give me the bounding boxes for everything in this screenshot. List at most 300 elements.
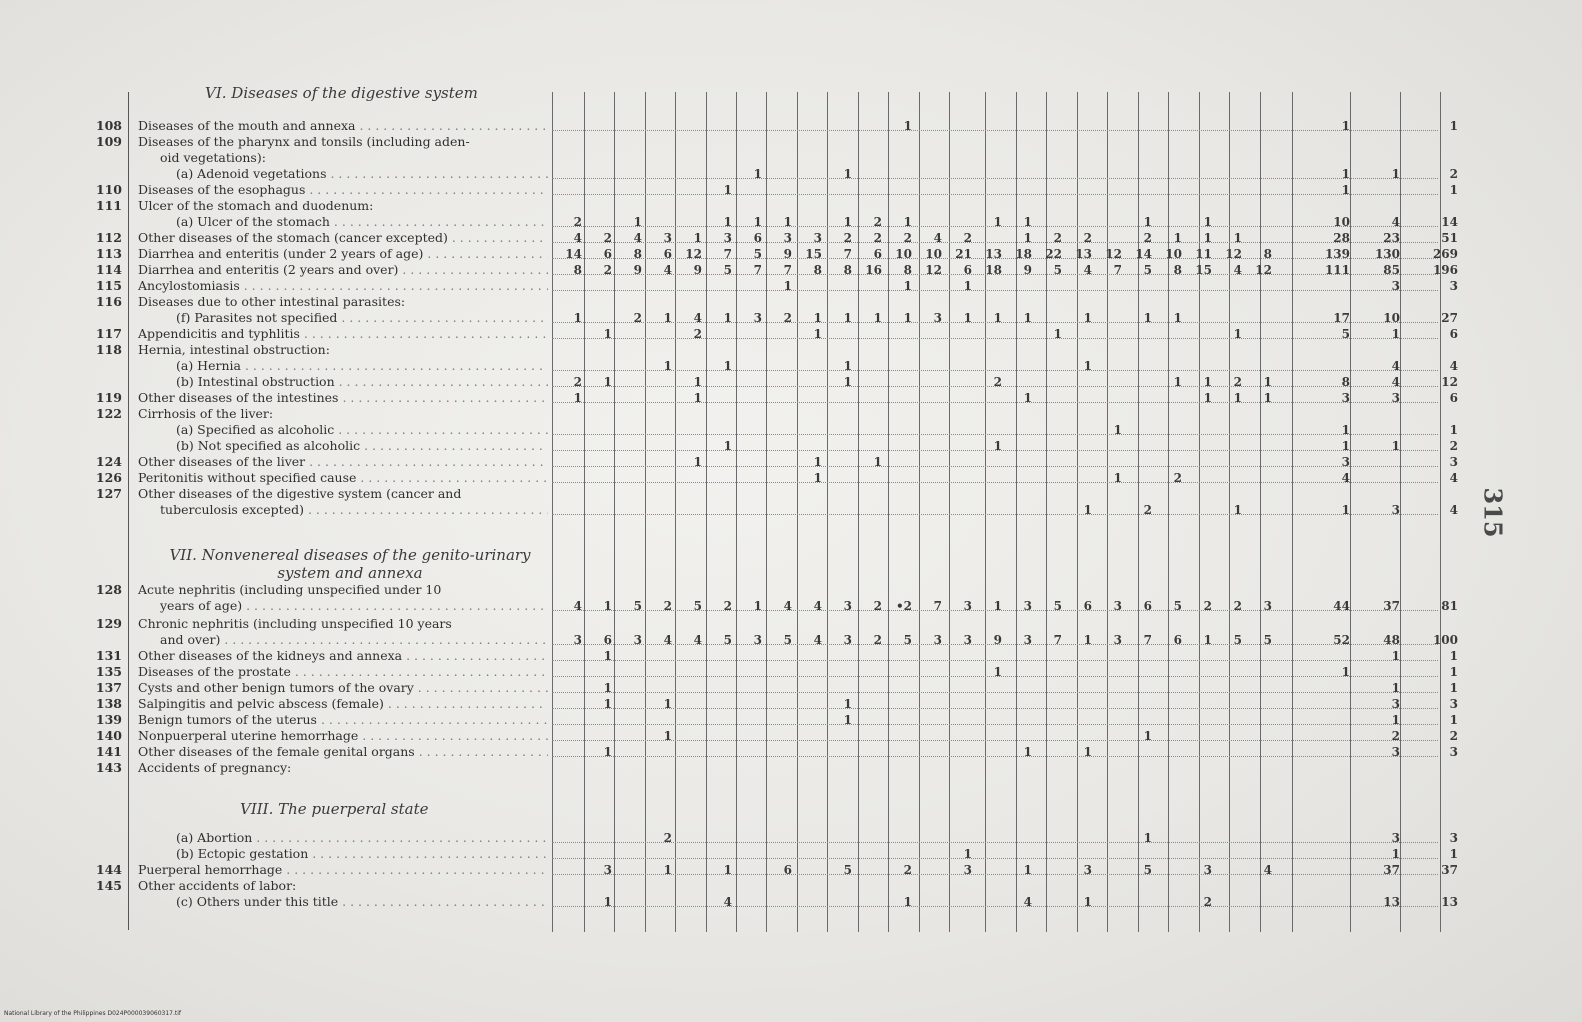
table-cell: 16: [865, 263, 882, 277]
row-label: Other accidents of labor:: [138, 878, 297, 893]
table-cell: 3: [1023, 633, 1032, 647]
row-number: 143: [95, 760, 122, 775]
table-cell: 51: [1441, 231, 1458, 245]
table-cell: 2: [873, 599, 882, 613]
table-cell: 7: [1143, 633, 1152, 647]
table-cell: 2: [1449, 167, 1458, 181]
table-cell: 5: [1233, 633, 1242, 647]
table-cell: 1: [1341, 439, 1350, 453]
table-cell: 2: [1203, 895, 1212, 909]
table-cell: 37: [1383, 599, 1400, 613]
leader-dots: [552, 756, 1438, 757]
table-row: [0, 846, 1460, 862]
table-row: [0, 728, 1460, 744]
table-cell: 14: [1441, 215, 1458, 229]
table-cell: 5: [1173, 599, 1182, 613]
table-row: [0, 214, 1460, 230]
table-cell: 1: [663, 359, 672, 373]
table-cell: 2: [1173, 471, 1182, 485]
table-cell: 3: [1263, 599, 1272, 613]
table-cell: 1: [1341, 119, 1350, 133]
table-cell: 4: [633, 231, 642, 245]
table-cell: 1: [1391, 327, 1400, 341]
table-cell: 1: [1449, 423, 1458, 437]
row-number: 113: [95, 246, 122, 261]
table-cell: 3: [1449, 697, 1458, 711]
table-cell: 4: [1449, 359, 1458, 373]
table-cell: 1: [1023, 391, 1032, 405]
table-cell: 7: [843, 247, 852, 261]
table-row: [0, 134, 1460, 150]
table-cell: 1: [843, 167, 852, 181]
table-cell: 4: [1263, 863, 1272, 877]
table-cell: 1: [963, 279, 972, 293]
table-cell: 1: [1143, 215, 1152, 229]
table-row: [0, 374, 1460, 390]
table-row: [0, 342, 1460, 358]
table-cell: 1: [1449, 183, 1458, 197]
row-label: Diseases of the pharynx and tonsils (including aden-: [138, 134, 470, 149]
table-cell: 1: [1233, 503, 1242, 517]
row-label: Acute nephritis (including unspecified under 10: [138, 582, 442, 597]
table-cell: 1: [603, 697, 612, 711]
table-row: [0, 664, 1460, 680]
leader-dots: [552, 194, 1438, 195]
table-cell: 1: [903, 119, 912, 133]
table-cell: 1: [1233, 327, 1242, 341]
table-cell: 2: [903, 231, 912, 245]
table-cell: 1: [843, 375, 852, 389]
table-cell: 3: [1391, 391, 1400, 405]
table-cell: 5: [783, 633, 792, 647]
row-label: (b) Ectopic gestation . . .: [176, 846, 548, 862]
table-cell: 18: [1015, 247, 1032, 261]
table-cell: 5: [753, 247, 762, 261]
table-cell: 4: [813, 599, 822, 613]
table-cell: 2: [1203, 599, 1212, 613]
table-cell: 1: [1391, 847, 1400, 861]
table-row: [0, 422, 1460, 438]
table-cell: 2: [723, 599, 732, 613]
row-number: 119: [95, 390, 122, 405]
row-number: 145: [95, 878, 122, 893]
table-cell: 2: [1053, 231, 1062, 245]
row-label: (a) Specified as alcoholic . . .: [176, 422, 548, 438]
table-row: [0, 616, 1460, 632]
table-cell: 2: [963, 231, 972, 245]
table-cell: 2: [1449, 439, 1458, 453]
section-subtitle-text: system and annexa: [277, 564, 423, 582]
table-cell: 3: [1083, 863, 1092, 877]
table-cell: 37: [1441, 863, 1458, 877]
table-cell: 5: [1263, 633, 1272, 647]
table-cell: 1: [603, 327, 612, 341]
table-cell: 3: [1391, 503, 1400, 517]
table-cell: 1: [1449, 665, 1458, 679]
table-cell: 8: [1341, 375, 1350, 389]
table-row: [0, 862, 1460, 878]
table-cell: 4: [1233, 263, 1242, 277]
table-cell: 1: [1203, 231, 1212, 245]
table-cell: 12: [1255, 263, 1272, 277]
table-cell: 3: [963, 863, 972, 877]
row-label: Other diseases of the kidneys and annexa . . .: [138, 648, 548, 664]
table-cell: 3: [813, 231, 822, 245]
row-label: Peritonitis without specified cause . . .: [138, 470, 548, 486]
table-cell: 1: [603, 681, 612, 695]
table-cell: 5: [903, 633, 912, 647]
table-cell: 1: [813, 471, 822, 485]
table-cell: 7: [933, 599, 942, 613]
table-cell: 8: [1263, 247, 1272, 261]
row-label: Other diseases of the liver . . .: [138, 454, 548, 470]
table-cell: 6: [963, 263, 972, 277]
table-cell: 5: [843, 863, 852, 877]
table-cell: 4: [933, 231, 942, 245]
table-cell: 5: [693, 599, 702, 613]
table-cell: 3: [1391, 279, 1400, 293]
table-cell: 5: [1143, 863, 1152, 877]
row-label: Ulcer of the stomach and duodenum:: [138, 198, 374, 213]
table-cell: 1: [1023, 215, 1032, 229]
table-cell: 4: [663, 633, 672, 647]
table-cell: 27: [1441, 311, 1458, 325]
row-label: and over) . . .: [160, 632, 548, 648]
table-cell: 2: [1449, 729, 1458, 743]
table-cell: 4: [1449, 503, 1458, 517]
table-cell: 1: [1023, 311, 1032, 325]
table-cell: 6: [873, 247, 882, 261]
row-number: 144: [95, 862, 122, 877]
row-number: 128: [95, 582, 122, 597]
row-number: 114: [95, 262, 122, 277]
table-cell: 1: [1449, 119, 1458, 133]
table-row: [0, 632, 1460, 648]
table-cell: 7: [1113, 263, 1122, 277]
table-cell: 1: [813, 455, 822, 469]
table-cell: 23: [1383, 231, 1400, 245]
table-cell: 1: [993, 439, 1002, 453]
row-label: (f) Parasites not specified . . .: [176, 310, 548, 326]
row-label: Nonpuerperal uterine hemorrhage . . .: [138, 728, 548, 744]
table-cell: 2: [873, 231, 882, 245]
table-cell: 12: [685, 247, 702, 261]
row-label: Puerperal hemorrhage . . .: [138, 862, 548, 878]
table-cell: 3: [633, 633, 642, 647]
table-row: [0, 406, 1460, 422]
table-cell: 13: [1383, 895, 1400, 909]
table-cell: 111: [1324, 263, 1350, 277]
leader-dots: [552, 842, 1438, 843]
leader-dots: [552, 660, 1438, 661]
table-cell: 3: [723, 231, 732, 245]
table-row: [0, 760, 1460, 776]
table-cell: 3: [933, 633, 942, 647]
table-row: [0, 438, 1460, 454]
section-title-genito-urinary: [160, 546, 540, 582]
leader-dots: [552, 692, 1438, 693]
table-cell: 1: [873, 311, 882, 325]
row-label: Other diseases of the female genital organs . . .: [138, 744, 548, 760]
table-cell: 1: [1143, 729, 1152, 743]
table-cell: 12: [1225, 247, 1242, 261]
table-cell: 5: [1341, 327, 1350, 341]
table-cell: 3: [663, 231, 672, 245]
table-cell: 2: [993, 375, 1002, 389]
table-row: [0, 278, 1460, 294]
row-number: 111: [95, 198, 122, 213]
table-cell: 2: [1233, 599, 1242, 613]
table-cell: 22: [1045, 247, 1062, 261]
table-cell: 6: [1173, 633, 1182, 647]
row-label: (a) Abortion . . .: [176, 830, 548, 846]
table-cell: 2: [1143, 503, 1152, 517]
table-cell: 1: [1391, 649, 1400, 663]
table-cell: 3: [843, 599, 852, 613]
table-cell: 1: [1391, 167, 1400, 181]
table-row: [0, 502, 1460, 518]
section-title-puerperal: [240, 800, 429, 818]
table-cell: 3: [753, 633, 762, 647]
table-cell: 85: [1383, 263, 1400, 277]
table-cell: 4: [783, 599, 792, 613]
table-cell: 9: [1023, 263, 1032, 277]
row-label: Other diseases of the intestines . . .: [138, 390, 548, 406]
table-cell: 1: [1233, 391, 1242, 405]
row-label: (b) Intestinal obstruction . . .: [176, 374, 548, 390]
table-row: [0, 198, 1460, 214]
table-cell: 1: [723, 215, 732, 229]
table-cell: 1: [783, 215, 792, 229]
table-cell: 1: [633, 215, 642, 229]
table-cell: 3: [1341, 455, 1350, 469]
table-cell: 3: [1449, 455, 1458, 469]
table-cell: 2: [1233, 375, 1242, 389]
table-cell: 52: [1333, 633, 1350, 647]
table-cell: 37: [1383, 863, 1400, 877]
table-cell: 130: [1374, 247, 1400, 261]
row-label: Diseases of the esophagus . . .: [138, 182, 548, 198]
row-label: Accidents of pregnancy:: [138, 760, 292, 775]
row-number: 108: [95, 118, 122, 133]
table-cell: 4: [1341, 471, 1350, 485]
table-cell: 1: [1053, 327, 1062, 341]
table-cell: 4: [693, 633, 702, 647]
table-cell: 13: [1441, 895, 1458, 909]
table-cell: 2: [663, 599, 672, 613]
table-cell: 1: [993, 215, 1002, 229]
table-cell: 1: [723, 359, 732, 373]
table-cell: 4: [1023, 895, 1032, 909]
row-number: 116: [95, 294, 122, 309]
table-cell: 3: [1391, 697, 1400, 711]
row-number: 139: [95, 712, 122, 727]
row-label: Cirrhosis of the liver:: [138, 406, 274, 421]
table-cell: 1: [753, 167, 762, 181]
table-cell: 1: [1341, 423, 1350, 437]
table-cell: 8: [813, 263, 822, 277]
leader-dots: [552, 482, 1438, 483]
row-label: Other diseases of the digestive system (cancer and: [138, 486, 462, 501]
section-title-text: VII. Nonvenereal diseases of the genito-urinary: [169, 546, 531, 564]
table-cell: 100: [1432, 633, 1458, 647]
row-label: Chronic nephritis (including unspecified 10 years: [138, 616, 452, 631]
table-cell: 12: [925, 263, 942, 277]
leader-dots: [552, 740, 1438, 741]
row-number: 126: [95, 470, 122, 485]
table-row: [0, 830, 1460, 846]
table-cell: 3: [1113, 633, 1122, 647]
row-label: years of age) . . .: [160, 598, 548, 614]
table-cell: 5: [1053, 263, 1062, 277]
table-cell: 15: [1195, 263, 1212, 277]
table-cell: 6: [1449, 391, 1458, 405]
table-cell: 3: [1391, 831, 1400, 845]
table-cell: 1: [783, 279, 792, 293]
table-cell: 1: [693, 455, 702, 469]
table-cell: 1: [993, 311, 1002, 325]
table-cell: 2: [873, 633, 882, 647]
table-cell: 6: [663, 247, 672, 261]
leader-dots: [552, 130, 1438, 131]
table-cell: 1: [1341, 183, 1350, 197]
table-cell: 1: [843, 713, 852, 727]
table-cell: 2: [573, 375, 582, 389]
table-cell: 1: [1203, 633, 1212, 647]
table-cell: 1: [753, 599, 762, 613]
table-cell: 1: [603, 895, 612, 909]
table-cell: 13: [1075, 247, 1092, 261]
table-cell: 1: [663, 729, 672, 743]
row-label: Cysts and other benign tumors of the ovary . . .: [138, 680, 548, 696]
table-cell: 5: [1143, 263, 1152, 277]
table-cell: 2: [603, 231, 612, 245]
row-label: (b) Not specified as alcoholic . . .: [176, 438, 548, 454]
table-row: [0, 358, 1460, 374]
table-cell: 4: [573, 599, 582, 613]
table-cell: 21: [955, 247, 972, 261]
table-cell: 6: [1083, 599, 1092, 613]
table-cell: 2: [573, 215, 582, 229]
table-cell: 1: [693, 391, 702, 405]
table-row: [0, 230, 1460, 246]
table-row: [0, 470, 1460, 486]
table-cell: 1: [1341, 503, 1350, 517]
table-cell: 6: [603, 633, 612, 647]
table-cell: 4: [1083, 263, 1092, 277]
table-row: [0, 326, 1460, 342]
row-label: Diseases of the prostate . . .: [138, 664, 548, 680]
table-cell: 269: [1432, 247, 1458, 261]
table-cell: 1: [603, 375, 612, 389]
table-cell: 1: [903, 215, 912, 229]
row-label: (a) Adenoid vegetations . . .: [176, 166, 548, 182]
row-number: 124: [95, 454, 122, 469]
table-cell: 1: [723, 183, 732, 197]
table-cell: 1: [723, 439, 732, 453]
table-cell: 7: [753, 263, 762, 277]
row-label: tuberculosis excepted) . . .: [160, 502, 548, 518]
table-cell: 28: [1333, 231, 1350, 245]
table-cell: 2: [1083, 231, 1092, 245]
row-label: (c) Others under this title . . .: [176, 894, 548, 910]
table-cell: 4: [1391, 375, 1400, 389]
table-cell: 1: [813, 327, 822, 341]
table-cell: 6: [1143, 599, 1152, 613]
table-cell: 3: [843, 633, 852, 647]
table-cell: 18: [985, 263, 1002, 277]
table-cell: 5: [633, 599, 642, 613]
table-cell: 3: [1113, 599, 1122, 613]
table-cell: 1: [1113, 471, 1122, 485]
table-cell: 1: [603, 745, 612, 759]
table-cell: 2: [603, 263, 612, 277]
table-cell: 8: [633, 247, 642, 261]
table-cell: 1: [843, 359, 852, 373]
table-cell: 15: [805, 247, 822, 261]
table-cell: 1: [1263, 375, 1272, 389]
table-cell: 2: [633, 311, 642, 325]
table-cell: 3: [1449, 831, 1458, 845]
table-cell: 1: [1341, 665, 1350, 679]
table-cell: 1: [1083, 633, 1092, 647]
table-cell: 1: [1113, 423, 1122, 437]
table-cell: 1: [1203, 391, 1212, 405]
leader-dots: [552, 708, 1438, 709]
table-cell: 1: [993, 665, 1002, 679]
table-cell: 1: [1083, 311, 1092, 325]
table-cell: 3: [753, 311, 762, 325]
table-cell: 3: [573, 633, 582, 647]
table-cell: 1: [1143, 311, 1152, 325]
leader-dots: [552, 514, 1438, 515]
footer-caption: National Library of the Philippines D024P000039060317.tif: [4, 1010, 182, 1017]
table-cell: 1: [663, 863, 672, 877]
table-cell: 13: [985, 247, 1002, 261]
table-row: [0, 454, 1460, 470]
table-cell: 5: [1053, 599, 1062, 613]
table-cell: 1: [903, 311, 912, 325]
table-cell: 12: [1441, 375, 1458, 389]
table-cell: 6: [753, 231, 762, 245]
table-cell: 3: [1203, 863, 1212, 877]
table-cell: 1: [723, 311, 732, 325]
leader-dots: [552, 858, 1438, 859]
row-number: 138: [95, 696, 122, 711]
table-cell: 196: [1432, 263, 1458, 277]
table-cell: 1: [1203, 215, 1212, 229]
row-label: (a) Hernia . . .: [176, 358, 548, 374]
table-cell: 14: [565, 247, 582, 261]
leader-dots: [552, 724, 1438, 725]
row-label: Diseases of the mouth and annexa . . .: [138, 118, 548, 134]
table-cell: 4: [693, 311, 702, 325]
table-cell: 8: [843, 263, 852, 277]
section-title-text: VIII. The puerperal state: [240, 800, 429, 818]
table-row: [0, 598, 1460, 614]
row-label: Diarrhea and enteritis (2 years and over) . . .: [138, 262, 548, 278]
table-cell: 1: [723, 863, 732, 877]
table-row: [0, 648, 1460, 664]
leader-dots: [552, 178, 1438, 179]
row-label: oid vegetations):: [160, 150, 266, 165]
table-cell: 1: [903, 279, 912, 293]
table-cell: 1: [1263, 391, 1272, 405]
table-row: [0, 712, 1460, 728]
table-cell: 1: [963, 311, 972, 325]
row-number: 109: [95, 134, 122, 149]
table-cell: 1: [1341, 167, 1350, 181]
